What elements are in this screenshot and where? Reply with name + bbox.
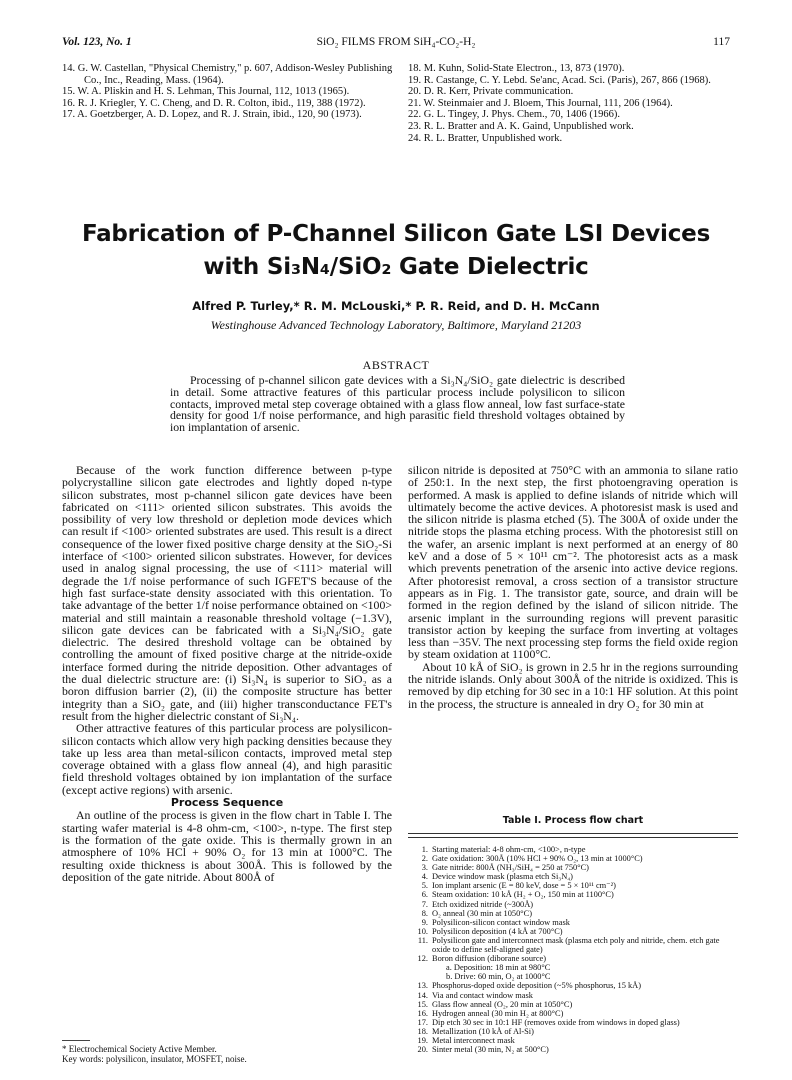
body-paragraph: About 10 kÅ of SiO₂ is grown in 2.5 hr in the regions surrounding the nitride islands. Only about 300Å of the nitride is oxidized. This is removed by dip etching for 30 sec in a 10:1 HF solution. At this point in the process, the structure is annealed in dry O₂ for 30 min at bbox=[408, 659, 738, 711]
reference-item: 19. R. Castange, C. Y. Lebd. Se'anc, Acad. Sci. (Paris), 267, 866 (1968). bbox=[408, 74, 711, 86]
abstract-text: Processing of p-channel silicon gate devices with a Si₃N₄/SiO₂ gate dielectric is described in detail. Some attractive features of this particular process include polysilicon to silicon contacts, improved metal step coverage obtained with a glass flow anneal, low fast surface-state density for good 1/f noise performance, and high parasitic field threshold voltages obtained by ion implantation of arsenic. bbox=[170, 373, 625, 435]
table-row bbox=[408, 963, 738, 972]
reference-item: 17. A. Goetzberger, A. D. Lopez, and R. J. Strain, ibid., 120, 90 (1973). bbox=[62, 109, 362, 121]
table-row bbox=[408, 1045, 738, 1054]
step-number: 20. bbox=[417, 1045, 428, 1055]
step-text: Sinter metal (30 min, N₂ at 500°C) bbox=[432, 1045, 549, 1055]
reference-item: 24. R. L. Bratter, Unpublished work. bbox=[408, 132, 563, 144]
table-row bbox=[408, 1009, 738, 1018]
step-number: 9. bbox=[421, 917, 428, 927]
step-number: 12. bbox=[417, 954, 428, 964]
step-number: 4. bbox=[421, 872, 428, 882]
step-text: Polysilicon gate and interconnect mask (plasma etch poly and nitride, chem. etch gate oxide to define self-aligned gate) bbox=[432, 935, 720, 955]
table-top-rule bbox=[408, 833, 738, 834]
table-row bbox=[408, 1027, 738, 1036]
step-number: 1. bbox=[421, 845, 428, 854]
footnote-line: Key words: polysilicon, insulator, MOSFET, noise. bbox=[62, 1054, 247, 1064]
step-number: 11. bbox=[417, 935, 428, 945]
references-right bbox=[408, 63, 740, 144]
table-row bbox=[408, 936, 738, 954]
running-title: SiO₂ FILMS FROM SiH₄-CO₂-H₂ bbox=[316, 36, 476, 48]
reference-item: 20. D. R. Kerr, Private communication. bbox=[408, 86, 574, 98]
reference-item: 18. M. Kuhn, Solid-State Electron., 13, 873 (1970). bbox=[408, 63, 625, 74]
body-paragraph: Because of the work function difference between p-type polycrystalline silicon gate electrodes and lightly doped n-type silicon substrates, most p-channel silicon gate devices have been fabricated on <111> oriented silicon substrates. This avoids the possibility of very low threshold or depletion mode devices which can result if <100> oriented substrates are used. This result is a direct consequence of the lower fixed positive charge density at the SiO₂-Si interface of <100> oriented silicon substrates. However, for devices used in analog signal processing, the use of <111> material will degrade the 1/f noise performance of such IGFET'S because of the high fast surface-state density associated with this orientation. To take advantage of the better 1/f noise performance obtained on <100> material and still maintain a reasonable threshold voltage (−1.3V), silicon gate devices can be fabricated with a Si₃N₄/SiO₂ gate dielectric. The desired threshold voltage can be obtained by controlling the amount of fixed positive charge at the nitride-oxide interface formed during the nitride deposition. Other advantages of the dual dielectric structure are: (i) Si₃N₄ is superior to SiO₂ as a boron diffusion barrier (2), (ii) the composite structure has better integrity than a SiO₂ gate, and (iii) higher transconductance FET's result from the higher dielectric constant of Si₃N₄. bbox=[62, 463, 392, 723]
step-text: Via and contact window mask bbox=[432, 990, 533, 1000]
article-title bbox=[0, 218, 792, 284]
table-row bbox=[408, 918, 738, 927]
step-text: Boron diffusion (diborane source) bbox=[432, 954, 547, 964]
step-text: Hydrogen anneal (30 min H₂ at 800°C) bbox=[432, 1008, 564, 1018]
table-row bbox=[408, 1018, 738, 1027]
reference-item: 22. G. L. Tingey, J. Phys. Chem., 70, 1406 (1966). bbox=[408, 109, 620, 121]
step-text: Polysilicon-silicon contact window mask bbox=[432, 917, 570, 927]
body-paragraph: silicon nitride is deposited at 750°C with an ammonia to silane ratio of 250:1. In the next step, the first photoengraving operation is performed. A mask is applied to define islands of nitride which will ultimately become the active devices. A photoresist mask is used and the silicon nitride is plasma etched (5). The 300Å of oxide under the nitride stops the plasma etching process. With the photoresist still on the wafer, an arsenic implant is next performed at an energy of 80 keV and a dose of 5 × 10¹¹ cm⁻². The photoresist acts as a mask which prevents penetration of the arsenic into active device regions. After photoresist removal, a cross section of a transistor structure appears as in Fig. 1. The transistor gate, source, and drain will be formed in the region defined by the island of silicon nitride. The arsenic implant in the surrounding regions will prevent parasitic transistor action by keeping the surface from inverting at voltages less than −35V. The next processing step forms the field oxide region by steam oxidation at 1100°C. bbox=[408, 463, 738, 662]
step-text: Glass flow anneal (O₂, 20 min at 1050°C) bbox=[432, 999, 573, 1009]
step-text: b. Drive: 60 min, O₂ at 1000°C bbox=[446, 972, 551, 982]
reference-item: 15. W. A. Pliskin and H. S. Lehman, This Journal, 112, 1013 (1965). bbox=[62, 86, 350, 98]
body-paragraph: An outline of the process is given in the flow chart in Table I. The starting wafer material is 4-8 ohm-cm, <100>, n-type. The first step is the formation of the gate oxide. This is thermally grown in an atmosphere of 10% HCl + 90% O₂ for 13 min at 1000°C. The resulting oxide thickness is about 300Å. This is followed by the deposition of the gate nitride. About 800Å of bbox=[62, 808, 392, 884]
article-title-line1: Fabrication of P-Channel Silicon Gate LSI Devices bbox=[81, 221, 711, 247]
table-row bbox=[408, 981, 738, 990]
step-text: Metal interconnect mask bbox=[432, 1035, 515, 1045]
footnote-line: * Electrochemical Society Active Member. bbox=[62, 1044, 217, 1054]
step-number: 7. bbox=[421, 899, 428, 909]
step-number: 5. bbox=[421, 881, 428, 891]
article-title-line2: with Si₃N₄/SiO₂ Gate Dielectric bbox=[203, 254, 589, 280]
step-number bbox=[408, 963, 432, 972]
step-number: 19. bbox=[417, 1035, 428, 1045]
step-text: Gate oxidation: 300Å (10% HCl + 90% O₂, 13 min at 1000°C) bbox=[432, 854, 643, 864]
reference-item: 21. W. Steinmaier and J. Bloem, This Journal, 111, 206 (1964). bbox=[408, 97, 673, 109]
step-text: Dip etch 30 sec in 10:1 HF (removes oxide from windows in doped glass) bbox=[432, 1017, 680, 1027]
table-row bbox=[408, 954, 738, 963]
step-number: 10. bbox=[417, 926, 428, 936]
step-text: Metallization (10 kÅ of Al-Si) bbox=[432, 1026, 534, 1036]
step-text: Starting material: 4-8 ohm-cm, <100>, n-type bbox=[432, 845, 586, 854]
page-number: 117 bbox=[713, 36, 730, 48]
step-text: Phosphorus-doped oxide deposition (~5% phosphorus, 15 kÅ) bbox=[432, 981, 642, 991]
table-row bbox=[408, 890, 738, 899]
step-number: 14. bbox=[417, 990, 428, 1000]
reference-item: 23. R. L. Bratter and A. K. Gaind, Unpublished work. bbox=[408, 120, 634, 132]
references-left bbox=[62, 63, 394, 121]
table-row bbox=[408, 872, 738, 881]
step-text: a. Deposition: 18 min at 980°C bbox=[446, 963, 551, 973]
article-affiliation: Westinghouse Advanced Technology Laboratory, Baltimore, Maryland 21203 bbox=[210, 318, 582, 332]
step-number: 15. bbox=[417, 999, 428, 1009]
article-authors: Alfred P. Turley,* R. M. McLouski,* P. R. Reid, and D. H. McCann bbox=[192, 299, 600, 313]
table-row bbox=[408, 927, 738, 936]
table-row bbox=[408, 900, 738, 909]
body-column-right bbox=[408, 464, 738, 710]
table-row bbox=[408, 909, 738, 918]
step-text: Device window mask (plasma etch Si₃N₄) bbox=[432, 872, 573, 882]
step-text: Ion implant arsenic (E = 80 keV, dose = 5 × 10¹¹ cm⁻²) bbox=[432, 881, 616, 891]
table-title: Table I. Process flow chart bbox=[502, 815, 644, 826]
step-number: 8. bbox=[421, 908, 428, 918]
table-row bbox=[408, 972, 738, 981]
body-paragraph: Other attractive features of this particular process are polysilicon-silicon contacts which allow very high packing densities because they take up less area than metal-silicon contacts, improved metal step coverage obtained with a glass flow anneal (4), and high parasitic field threshold voltages obtained by ion implantation of the surface (except active regions) with arsenic. bbox=[62, 721, 392, 797]
table-top-rule-2 bbox=[408, 837, 738, 838]
body-column-left bbox=[62, 464, 392, 883]
step-number: 3. bbox=[421, 863, 428, 873]
step-text: Gate nitride: 800Å (NH₃/SiH₄ = 250 at 750°C) bbox=[432, 863, 589, 873]
step-number: 13. bbox=[417, 981, 428, 991]
abstract-heading: ABSTRACT bbox=[362, 358, 430, 372]
step-number: 18. bbox=[417, 1026, 428, 1036]
footnote-rule bbox=[62, 1040, 90, 1041]
step-number bbox=[408, 972, 432, 981]
table-row bbox=[408, 845, 738, 854]
table-row bbox=[408, 854, 738, 863]
table-row bbox=[408, 863, 738, 872]
table-row bbox=[408, 1036, 738, 1045]
table-row bbox=[408, 881, 738, 890]
step-number: 17. bbox=[417, 1017, 428, 1027]
reference-item: 16. R. J. Kriegler, Y. C. Cheng, and D. R. Colton, ibid., 119, 388 (1972). bbox=[62, 97, 366, 109]
step-number: 6. bbox=[421, 890, 428, 900]
process-flow-table bbox=[408, 845, 738, 1054]
step-text: Etch oxidized nitride (~300Å) bbox=[432, 899, 534, 909]
journal-volume: Vol. 123, No. 1 bbox=[62, 36, 132, 48]
step-text: Polysilicon deposition (4 kÅ at 700°C) bbox=[432, 926, 563, 936]
step-number: 16. bbox=[417, 1008, 428, 1018]
step-text: Steam oxidation: 10 kÅ (H₂ + O₂, 150 min at 1100°C) bbox=[432, 890, 614, 900]
step-number: 2. bbox=[421, 854, 428, 864]
step-text: O₂ anneal (30 min at 1050°C) bbox=[432, 908, 533, 918]
section-heading: Process Sequence bbox=[170, 796, 284, 810]
footnote bbox=[62, 1044, 392, 1064]
table-row bbox=[408, 991, 738, 1000]
reference-item: 14. G. W. Castellan, "Physical Chemistry," p. 607, Addison-Wesley Publishing Co., Inc., Reading, Mass. (1964). bbox=[62, 63, 393, 86]
table-row bbox=[408, 1000, 738, 1009]
